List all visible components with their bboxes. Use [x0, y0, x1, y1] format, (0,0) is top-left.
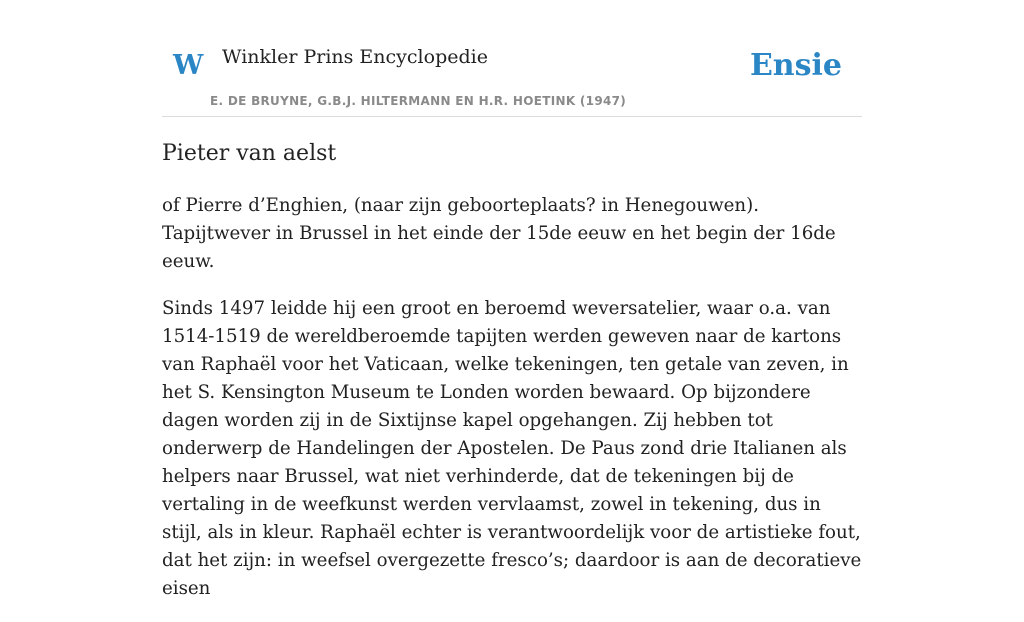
article-title: Pieter van aelst	[162, 141, 337, 166]
article-paragraph: Sinds 1497 leidde hij een groot en beroemd weversatelier, waar o.a. van 1514-1519 de wereldberoemde tapijten werden geweven naar de kartons van Raphaël voor het Vaticaan, welke tekeningen, ten getale van zeven, in het S. Kensington Museum te Londen worden bewaard. Op bijzondere dagen worden zij in de Sixtijnse kapel opgehangen. Zij hebben tot onderwerp de Handelingen der Apostelen. De Paus zond drie Italianen als helpers naar Brussel, wat niet verhinderde, dat de tekeningen bij de vertaling in de weefkunst werden vervlaamst, zowel in tekening, dus in stijl, als in kleur. Raphaël echter is verantwoordelijk voor de artistieke fout, dat het zijn: in weefsel overgezette fresco’s; daardoor is aan de decoratieve eisen	[162, 298, 862, 599]
site-header	[162, 0, 862, 117]
encyclopedia-authors: E. DE BRUYNE, G.B.J. HILTERMANN EN H.R. HOETINK (1947)	[210, 94, 627, 108]
ensie-brand-logo[interactable]: Ensie	[749, 48, 842, 83]
article-content	[162, 138, 864, 622]
encyclopedia-title[interactable]: Winkler Prins Encyclopedie	[222, 46, 488, 68]
encyclopedia-logo[interactable]: W	[173, 50, 204, 81]
article-paragraph: of Pierre d’Enghien, (naar zijn geboorteplaats? in Henegouwen). Tapijtwever in Brussel in het einde der 15de eeuw en het begin der 16de eeuw.	[162, 195, 836, 272]
